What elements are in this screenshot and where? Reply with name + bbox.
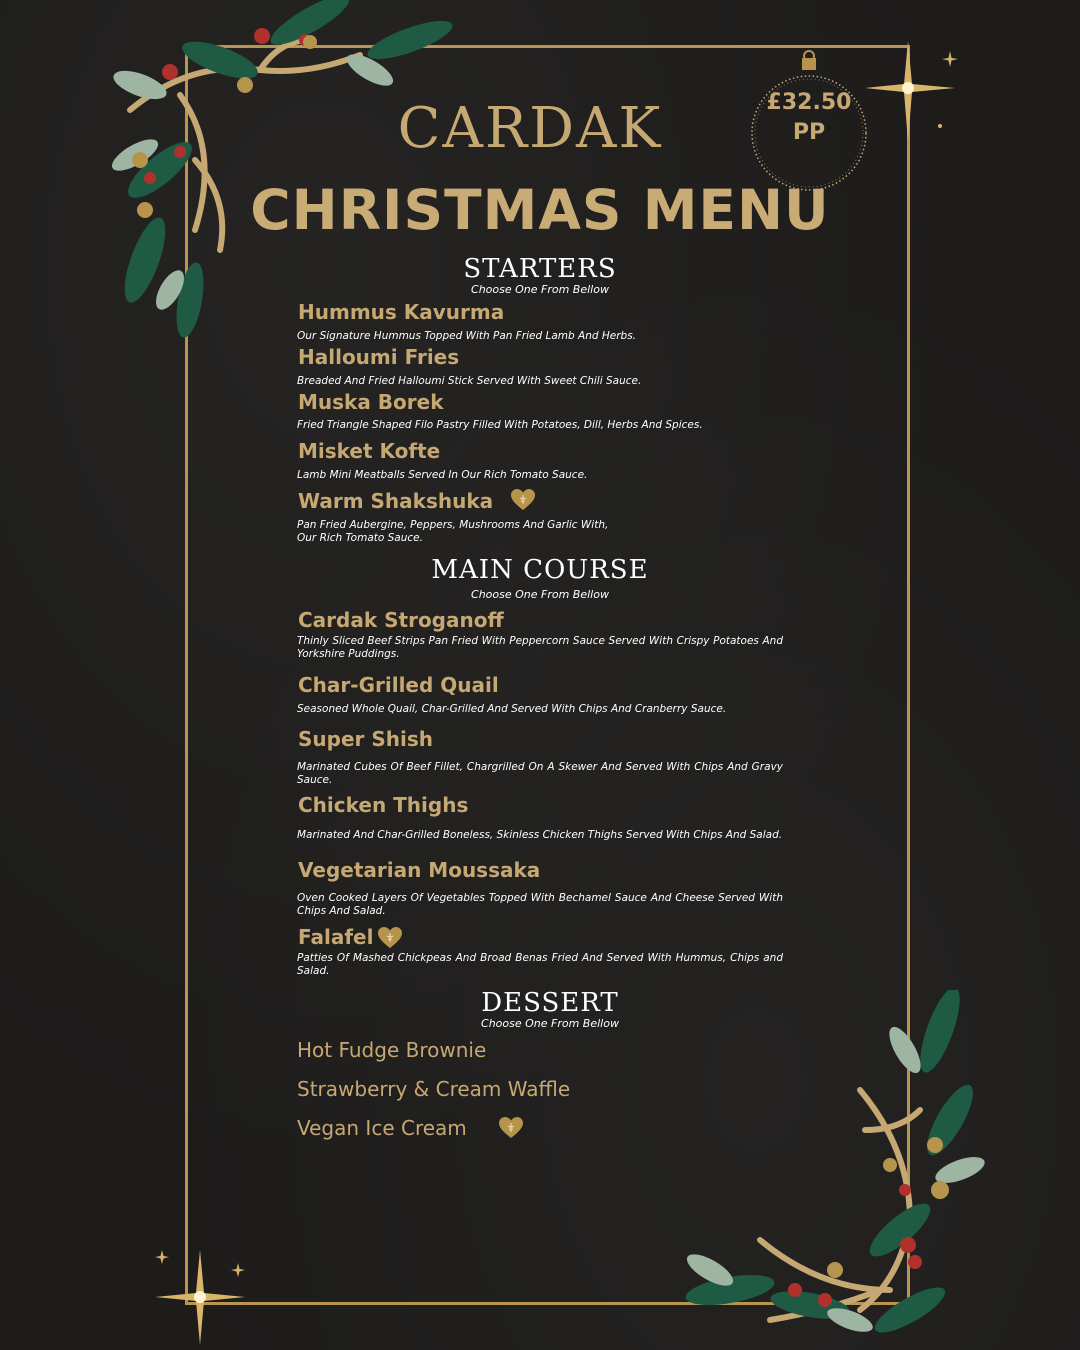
menu-item-description: Lamb Mini Meatballs Served In Our Rich Tomato Sauce.	[297, 469, 588, 481]
menu-item-name: Chicken Thighs	[298, 793, 469, 817]
menu-item-name: Misket Kofte	[298, 439, 441, 463]
menu-item-name: Vegetarian Moussaka	[298, 858, 541, 882]
page-title: CHRISTMAS MENU	[250, 178, 830, 242]
menu-item-description: Thinly Sliced Beef Strips Pan Fried With Peppercorn Sauce Served With Crispy Potatoes And Yorkshire Puddings.	[297, 635, 783, 660]
price-unit: PP	[792, 120, 826, 145]
price-amount: £32.50	[766, 90, 852, 115]
section-title-main-course: MAIN COURSE	[431, 555, 649, 585]
menu-item-description: Marinated And Char-Grilled Boneless, Skinless Chicken Thighs Served With Chips And Salad.	[297, 829, 783, 841]
vegan-heart-icon	[377, 926, 403, 950]
menu-item-description: Marinated Cubes Of Beef Fillet, Chargrilled On A Skewer And Served With Chips And Gravy Sauce.	[297, 761, 783, 786]
dessert-item: Hot Fudge Brownie	[297, 1038, 487, 1062]
menu-item-name: Hummus Kavurma	[298, 300, 505, 324]
menu-item-name: Super Shish	[298, 727, 433, 751]
holly-garland-bottom-right	[650, 990, 1010, 1350]
section-subtitle-main-course: Choose One From Bellow	[471, 588, 609, 601]
section-title-starters: STARTERS	[463, 254, 617, 284]
section-title-dessert: DESSERT	[481, 988, 619, 1018]
menu-item-description: Oven Cooked Layers Of Vegetables Topped With Bechamel Sauce And Cheese Served With Chips And Salad.	[297, 892, 783, 917]
section-subtitle-starters: Choose One From Bellow	[471, 283, 609, 296]
dessert-item: Strawberry & Cream Waffle	[297, 1077, 571, 1101]
menu-item-name: Muska Borek	[298, 390, 444, 414]
section-subtitle-dessert: Choose One From Bellow	[481, 1017, 619, 1030]
menu-item-description: Breaded And Fried Halloumi Stick Served With Sweet Chili Sauce.	[297, 375, 642, 387]
vegan-heart-icon	[498, 1116, 524, 1140]
menu-item-description: Patties Of Mashed Chickpeas And Broad Benas Fried And Served With Hummus, Chips and Salad.	[297, 952, 783, 977]
menu-item-name: Falafel	[298, 925, 374, 949]
vegan-heart-icon	[510, 488, 536, 512]
menu-item-description: Fried Triangle Shaped Filo Pastry Filled With Potatoes, Dill, Herbs And Spices.	[297, 419, 703, 431]
brand-logo: CARDAK	[397, 96, 663, 161]
menu-item-name: Cardak Stroganoff	[298, 608, 504, 632]
menu-item-name: Halloumi Fries	[298, 345, 460, 369]
star-sparkle-icon	[860, 36, 960, 146]
menu-item-name: Char-Grilled Quail	[298, 673, 499, 697]
menu-item-description: Our Rich Tomato Sauce.	[297, 532, 423, 544]
menu-item-description: Seasoned Whole Quail, Char-Grilled And Served With Chips And Cranberry Sauce.	[297, 703, 727, 715]
star-sparkle-icon	[150, 1245, 250, 1350]
dessert-item: Vegan Ice Cream	[297, 1116, 467, 1140]
menu-item-description: Our Signature Hummus Topped With Pan Fried Lamb And Herbs.	[297, 330, 637, 342]
menu-item-name: Warm Shakshuka	[298, 489, 494, 513]
price-badge	[748, 88, 870, 148]
menu-item-description: Pan Fried Aubergine, Peppers, Mushrooms And Garlic With,	[297, 519, 609, 531]
